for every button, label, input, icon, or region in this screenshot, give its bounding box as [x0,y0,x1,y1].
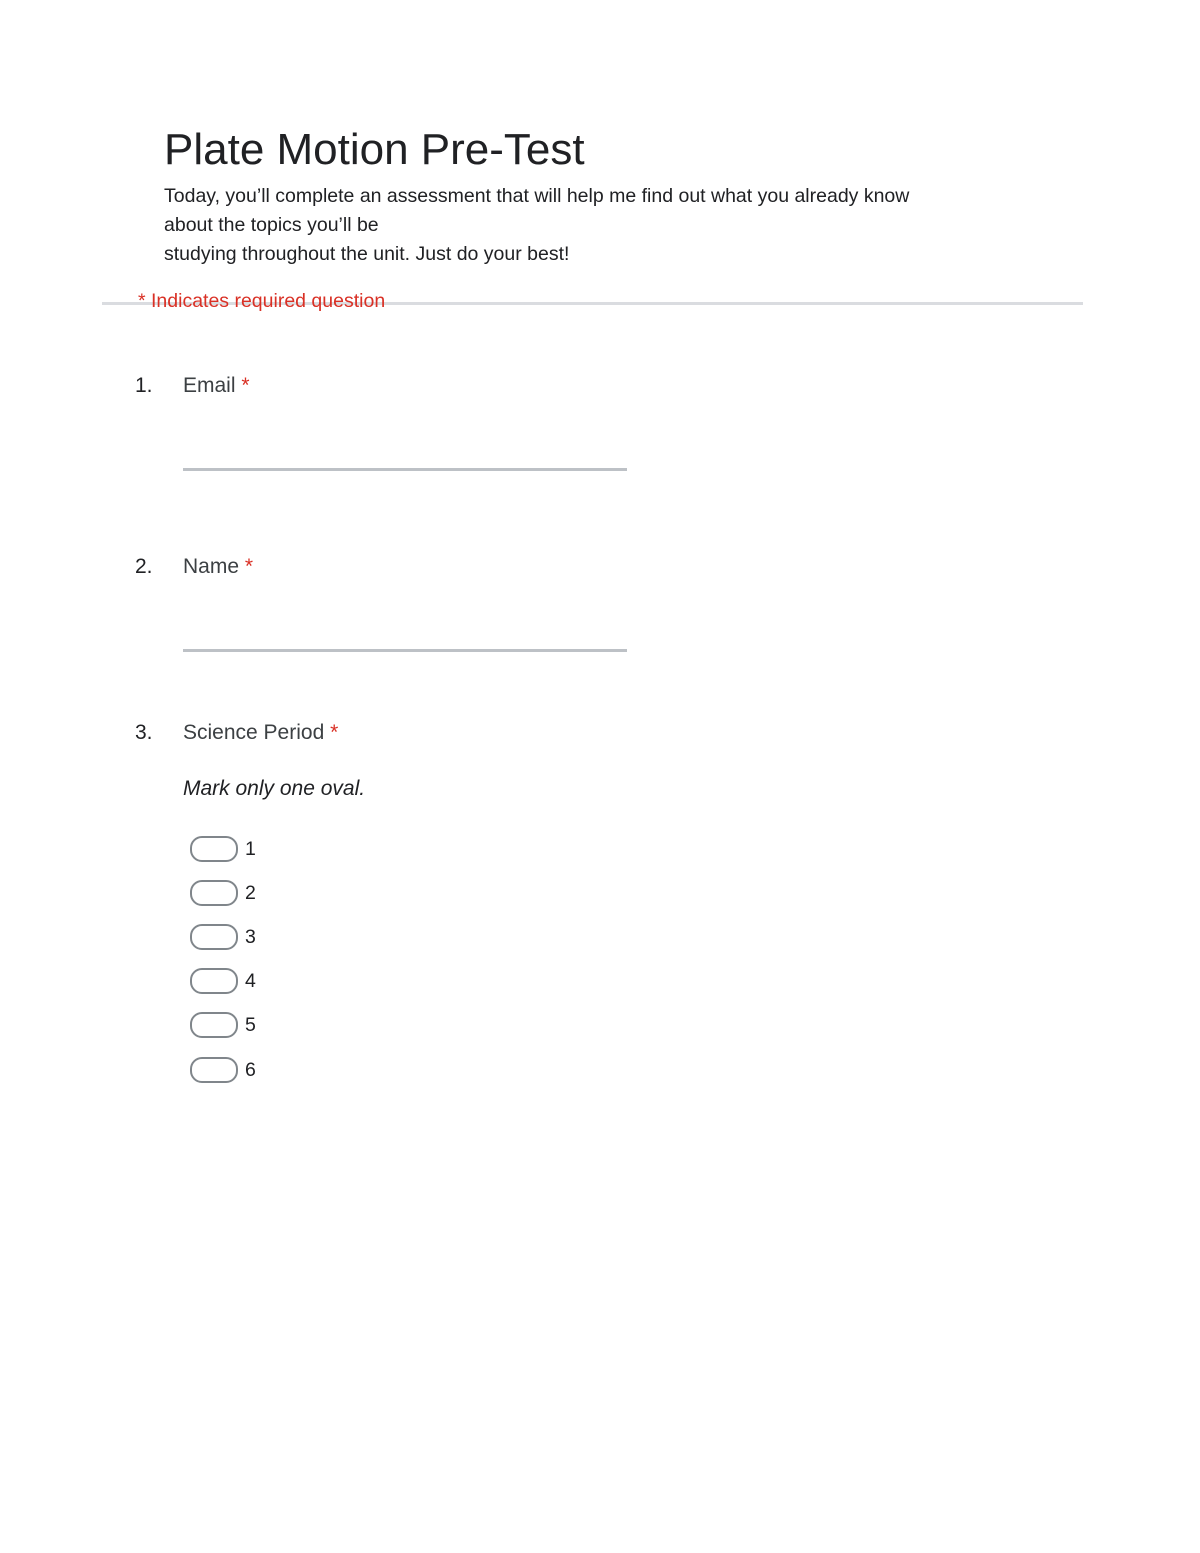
radio-oval[interactable] [190,836,238,862]
question-number: 2. [135,555,153,578]
radio-oval[interactable] [190,880,238,906]
question-title-science-period [183,719,338,747]
radio-oval[interactable] [190,1057,238,1083]
period-option-4[interactable] [190,967,256,995]
question-title-text: Email [183,374,236,397]
radio-oval[interactable] [190,924,238,950]
question-number: 3. [135,721,153,744]
name-input-line[interactable] [183,649,627,652]
question-hint: Mark only one oval. [183,777,366,800]
required-asterisk: * [244,555,254,578]
option-label: 4 [245,970,256,992]
option-label: 1 [245,838,256,860]
period-option-3[interactable] [190,923,256,951]
form-description-line: about the topics you’ll be [164,214,379,236]
period-option-5[interactable] [190,1011,256,1039]
radio-oval[interactable] [190,968,238,994]
required-asterisk: * [330,721,339,744]
radio-oval[interactable] [190,1012,238,1038]
period-option-2[interactable] [190,879,256,907]
required-note: * Indicates required question [138,290,386,312]
question-number: 1. [135,374,153,397]
option-label: 2 [245,882,256,904]
period-option-6[interactable] [190,1056,256,1084]
question-title-name [183,553,253,581]
period-option-1[interactable] [190,835,256,863]
question-title-text: Name [183,555,240,578]
email-input-line[interactable] [183,468,627,471]
form-description-line: studying throughout the unit. Just do your best! [164,243,570,265]
question-title-text: Science Period [183,721,325,744]
form-description [164,182,1064,269]
option-label: 5 [245,1014,256,1036]
required-asterisk: * [241,374,250,397]
question-title-email [183,372,250,400]
option-label: 6 [245,1059,256,1081]
form-title: Plate Motion Pre-Test [164,125,585,174]
form-description-line: Today, you’ll complete an assessment that will help me find out what you already know [164,185,910,207]
option-label: 3 [245,926,256,948]
